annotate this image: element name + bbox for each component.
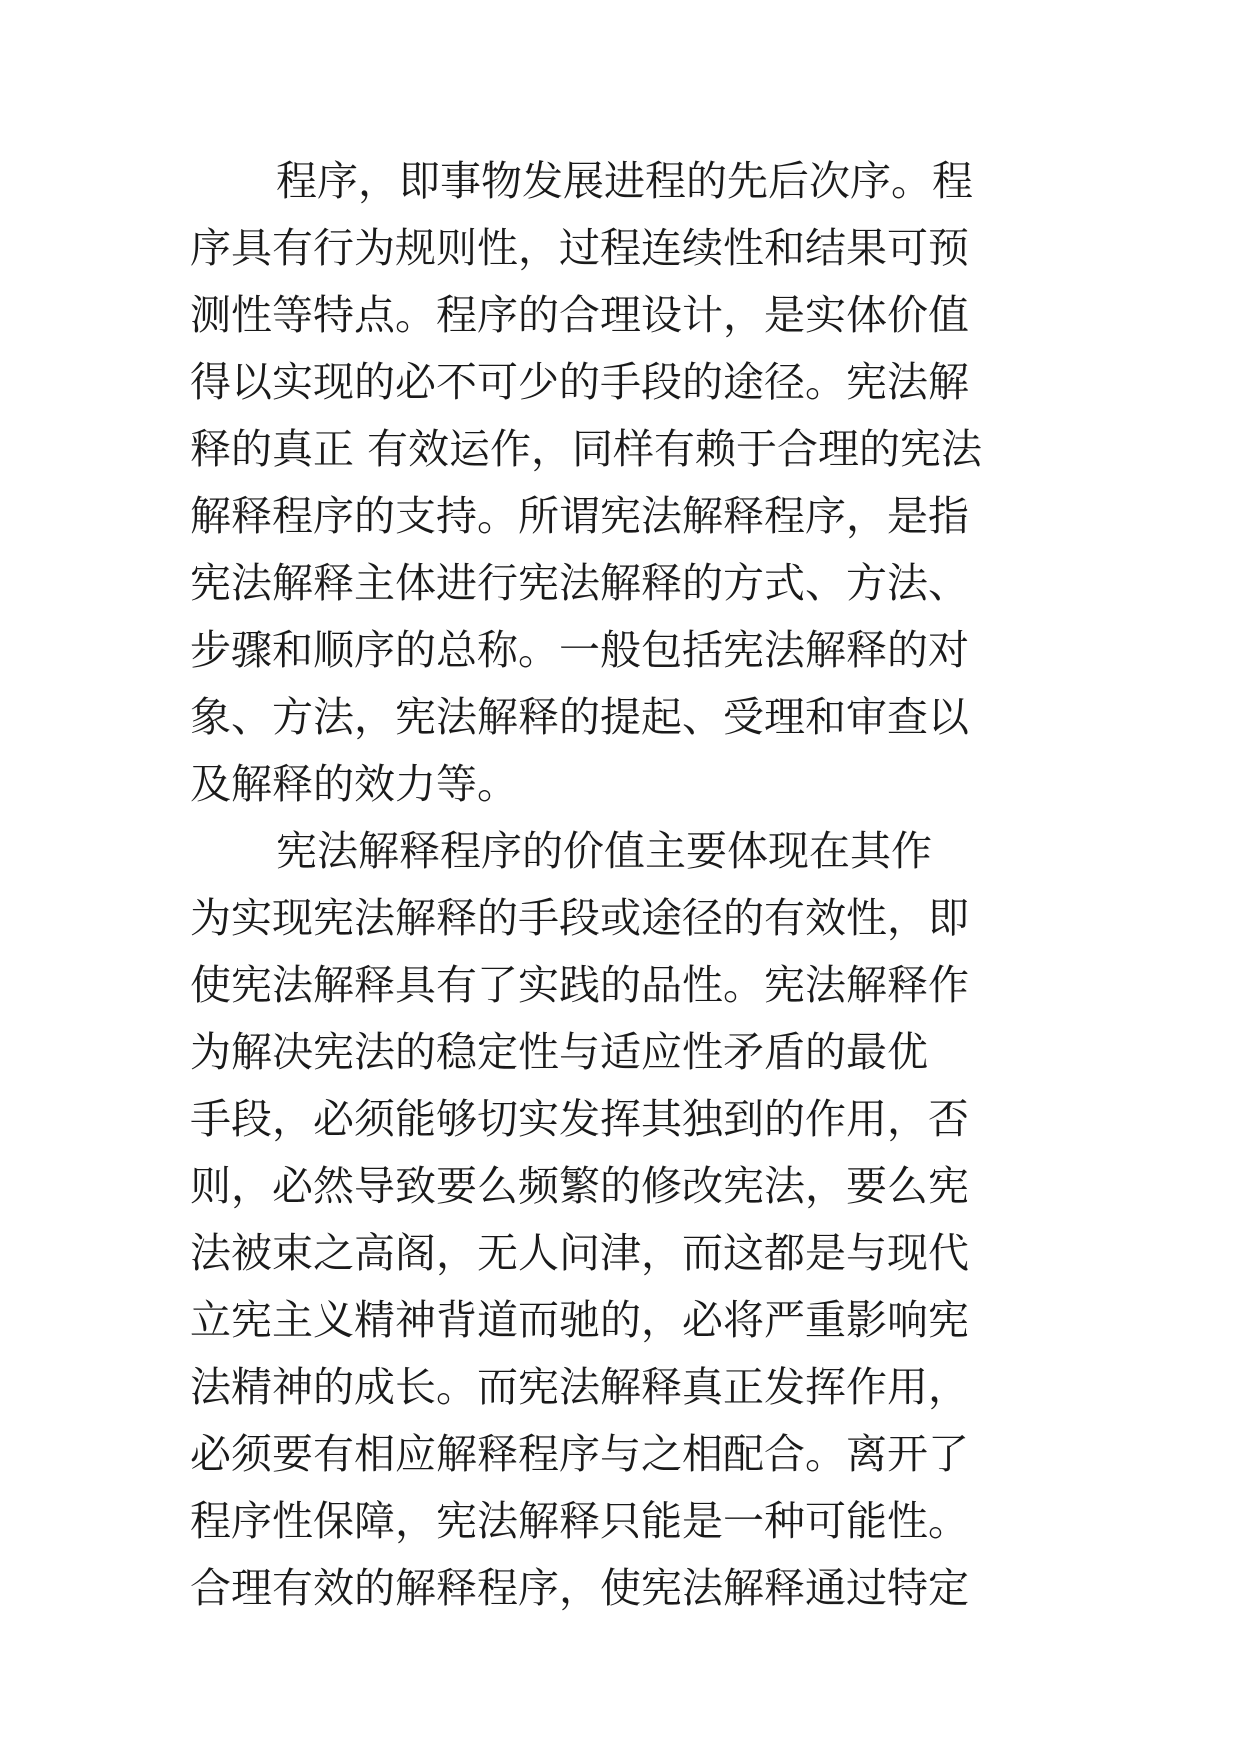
text-line: 法被束之高阁，无人问津，而这都是与现代	[190, 1229, 969, 1277]
text-line: 宪法解释程序的价值主要体现在其作	[276, 827, 932, 875]
text-line: 合理有效的解释程序，使宪法解释通过特定	[190, 1564, 969, 1612]
text-line: 宪法解释主体进行宪法解释的方式、方法、	[190, 559, 969, 607]
text-line: 测性等特点。程序的合理设计，是实体价值	[190, 291, 969, 339]
text-line: 得以实现的必不可少的手段的途径。宪法解	[190, 358, 969, 406]
text-line: 及解释的效力等。	[190, 760, 518, 808]
text-line: 则，必然导致要么频繁的修改宪法，要么宪	[190, 1162, 969, 1210]
text-line: 程序性保障，宪法解释只能是一种可能性。	[190, 1497, 969, 1545]
text-line: 释的真正 有效运作，同样有赖于合理的宪法	[190, 425, 983, 473]
text-line: 法精神的成长。而宪法解释真正发挥作用，	[190, 1363, 969, 1411]
text-line: 程序，即事物发展进程的先后次序。程	[276, 157, 973, 205]
text-line: 手段，必须能够切实发挥其独到的作用，否	[190, 1095, 969, 1143]
text-line: 为实现宪法解释的手段或途径的有效性，即	[190, 894, 969, 942]
text-line: 使宪法解释具有了实践的品性。宪法解释作	[190, 961, 969, 1009]
text-line: 步骤和顺序的总称。一般包括宪法解释的对	[190, 626, 969, 674]
text-line: 为解决宪法的稳定性与适应性矛盾的最优	[190, 1028, 928, 1076]
text-line: 必须要有相应解释程序与之相配合。离开了	[190, 1430, 969, 1478]
paragraph-1	[190, 148, 1090, 818]
text-line: 序具有行为规则性，过程连续性和结果可预	[190, 224, 969, 272]
text-line: 象、方法，宪法解释的提起、受理和审查以	[190, 693, 969, 741]
text-line: 立宪主义精神背道而驰的，必将严重影响宪	[190, 1296, 969, 1344]
text-line: 解释程序的支持。所谓宪法解释程序，是指	[190, 492, 969, 540]
body-text	[190, 148, 1090, 1622]
paragraph-2	[190, 818, 1090, 1622]
